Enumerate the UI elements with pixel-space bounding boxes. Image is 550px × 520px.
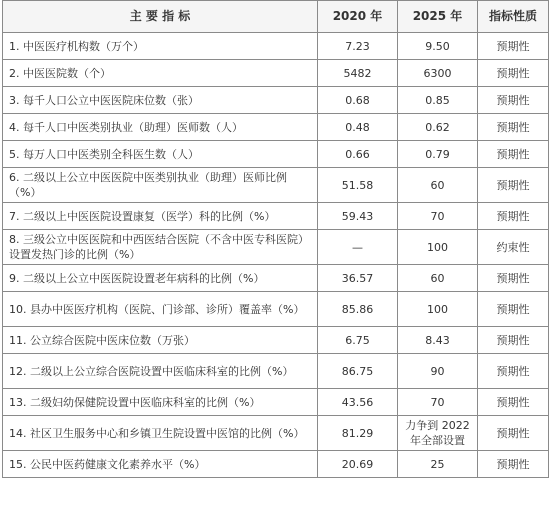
indicator-name: 9. 二级以上公立中医医院设置老年病科的比例（%） [3, 265, 318, 292]
table-row [3, 327, 549, 354]
header-indicator: 主 要 指 标 [3, 1, 318, 33]
indicator-nature: 预期性 [478, 451, 549, 478]
indicator-name: 15. 公民中医药健康文化素养水平（%） [3, 451, 318, 478]
table-row [3, 389, 549, 416]
value-2025: 6300 [398, 60, 478, 87]
table-row [3, 141, 549, 168]
indicator-table [2, 0, 549, 478]
indicator-name: 3. 每千人口公立中医医院床位数（张） [3, 87, 318, 114]
indicator-nature: 预期性 [478, 292, 549, 327]
indicator-nature: 约束性 [478, 230, 549, 265]
value-2025: 8.43 [398, 327, 478, 354]
table-row [3, 354, 549, 389]
header-2025: 2025 年 [398, 1, 478, 33]
table-row [3, 292, 549, 327]
indicator-nature: 预期性 [478, 203, 549, 230]
header-nature: 指标性质 [478, 1, 549, 33]
table-row [3, 416, 549, 451]
indicator-name: 7. 二级以上中医医院设置康复（医学）科的比例（%） [3, 203, 318, 230]
value-2025: 0.79 [398, 141, 478, 168]
value-2020: 43.56 [318, 389, 398, 416]
indicator-name: 13. 二级妇幼保健院设置中医临床科室的比例（%） [3, 389, 318, 416]
indicator-nature: 预期性 [478, 33, 549, 60]
indicator-nature: 预期性 [478, 87, 549, 114]
table-row [3, 33, 549, 60]
value-2025: 70 [398, 389, 478, 416]
value-2025: 100 [398, 292, 478, 327]
indicator-nature: 预期性 [478, 60, 549, 87]
value-2020: 51.58 [318, 168, 398, 203]
value-2025: 60 [398, 168, 478, 203]
indicator-name: 2. 中医医院数（个） [3, 60, 318, 87]
value-2025: 0.85 [398, 87, 478, 114]
indicator-nature: 预期性 [478, 168, 549, 203]
indicator-nature: 预期性 [478, 354, 549, 389]
value-2025: 0.62 [398, 114, 478, 141]
indicator-nature: 预期性 [478, 265, 549, 292]
value-2020: 20.69 [318, 451, 398, 478]
indicator-nature: 预期性 [478, 114, 549, 141]
value-2020: — [318, 230, 398, 265]
value-2020: 36.57 [318, 265, 398, 292]
value-2025: 25 [398, 451, 478, 478]
value-2020: 0.66 [318, 141, 398, 168]
table-row [3, 230, 549, 265]
indicator-name: 12. 二级以上公立综合医院设置中医临床科室的比例（%） [3, 354, 318, 389]
value-2020: 5482 [318, 60, 398, 87]
indicator-nature: 预期性 [478, 141, 549, 168]
value-2020: 59.43 [318, 203, 398, 230]
indicator-name: 1. 中医医疗机构数（万个） [3, 33, 318, 60]
table-row [3, 87, 549, 114]
table-row [3, 265, 549, 292]
indicator-nature: 预期性 [478, 416, 549, 451]
value-2020: 85.86 [318, 292, 398, 327]
value-2025: 100 [398, 230, 478, 265]
header-2020: 2020 年 [318, 1, 398, 33]
value-2020: 81.29 [318, 416, 398, 451]
value-2020: 0.48 [318, 114, 398, 141]
indicator-name: 14. 社区卫生服务中心和乡镇卫生院设置中医馆的比例（%） [3, 416, 318, 451]
value-2025: 90 [398, 354, 478, 389]
indicator-name: 11. 公立综合医院中医床位数（万张） [3, 327, 318, 354]
value-2025: 力争到 2022 年全部设置 [398, 416, 478, 451]
value-2025: 70 [398, 203, 478, 230]
indicator-name: 10. 县办中医医疗机构（医院、门诊部、诊所）覆盖率（%） [3, 292, 318, 327]
indicator-name: 8. 三级公立中医医院和中西医结合医院（不含中医专科医院）设置发热门诊的比例（%） [3, 230, 318, 265]
value-2025: 60 [398, 265, 478, 292]
table-row [3, 60, 549, 87]
indicator-name: 5. 每万人口中医类别全科医生数（人） [3, 141, 318, 168]
value-2025: 9.50 [398, 33, 478, 60]
value-2020: 7.23 [318, 33, 398, 60]
indicator-name: 4. 每千人口中医类别执业（助理）医师数（人） [3, 114, 318, 141]
value-2020: 86.75 [318, 354, 398, 389]
table-row [3, 114, 549, 141]
indicator-name: 6. 二级以上公立中医医院中医类别执业（助理）医师比例（%） [3, 168, 318, 203]
table-row [3, 203, 549, 230]
table-header-row [3, 1, 549, 33]
table-row [3, 451, 549, 478]
value-2020: 6.75 [318, 327, 398, 354]
indicator-nature: 预期性 [478, 389, 549, 416]
indicator-nature: 预期性 [478, 327, 549, 354]
value-2020: 0.68 [318, 87, 398, 114]
table-row [3, 168, 549, 203]
